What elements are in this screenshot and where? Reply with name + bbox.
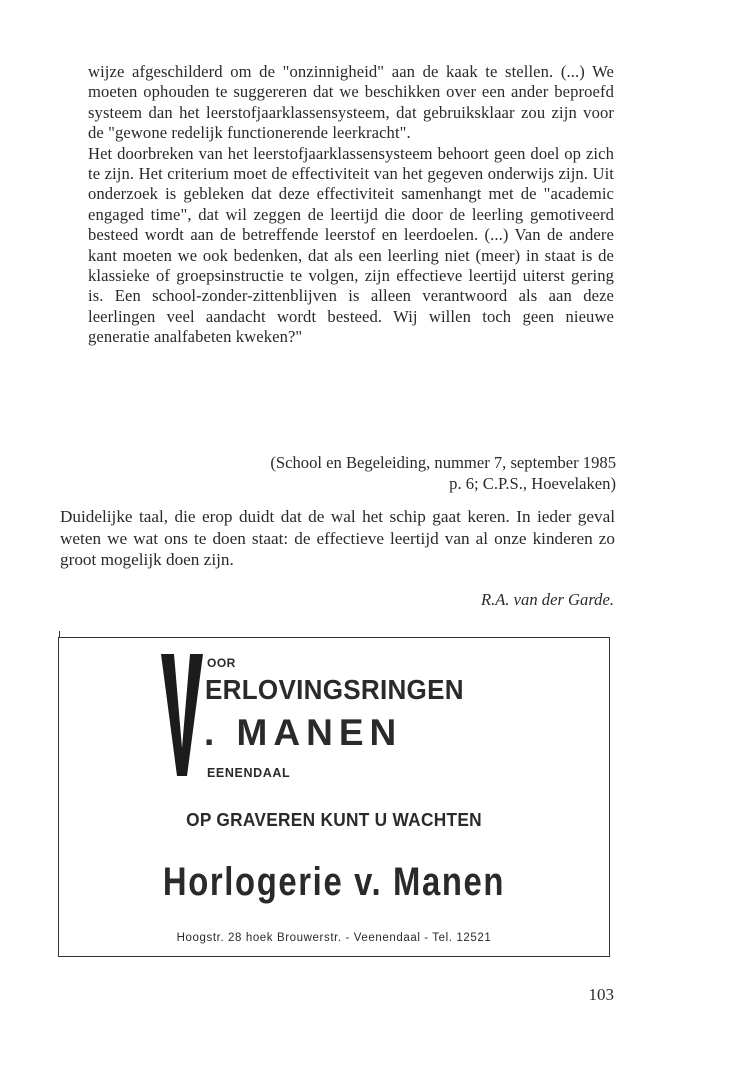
quoted-passage	[88, 62, 614, 348]
ad-lead-text: OOR	[207, 656, 236, 670]
ad-address: Hoogstr. 28 hoek Brouwerstr. - Veenendaal - Tel. 12521	[176, 932, 492, 944]
ad-shop-name: Horlogerie v. Manen	[162, 860, 506, 904]
author-signature: R.A. van der Garde.	[480, 590, 614, 609]
advertisement	[58, 637, 610, 957]
citation	[196, 452, 616, 494]
ad-slogan: OP GRAVEREN KUNT U WACHTEN	[186, 810, 482, 830]
ad-headline-rings: ERLOVINGSRINGEN	[205, 674, 464, 705]
big-letter-v-logo	[159, 652, 205, 778]
quote-paragraph-2: Het doorbreken van het leerstofjaarklassensysteem behoort geen doel op zich te zijn. Het criterium moet de effectiviteit van het gegeven onderwijs zijn. Uit onderzoek is gebleken dat deze effectiviteit samenhangt met de "academic engaged time", dat wil zeggen de leertijd die door de leerling gemotiveerd besteed wordt aan de betreffende leerstof en leerdoelen. (...) Van de andere kant moeten we ook bedenken, dat als een leerling niet (meer) in staat is de klassieke of groepsinstructie te volgen, zijn effectieve leertijd uiterst gering is. Een school-zonder-zittenblijven is alleen verantwoord als aan deze leerlingen veel aandacht wordt besteed. Wij willen toch geen nieuwe generatie analfabeten kweken?"	[88, 143, 614, 347]
ad-town: EENENDAAL	[207, 766, 291, 780]
citation-line-1: (School en Begeleiding, nummer 7, september 1985	[270, 453, 616, 472]
quote-paragraph-1: wijze afgeschilderd om de "onzinnigheid" aan de kaak te stellen. (...) We moeten ophouden te suggereren dat we beschikken over een ander beproefd systeem dan het leerstofjaarklassensysteem, dat gebruiksklaar zou zijn voor de "gewone redelijk functionerende leerkracht".	[88, 62, 614, 143]
ad-headline-name: . MANEN	[204, 712, 403, 753]
ad-corner-mark	[59, 631, 60, 637]
citation-line-2: p. 6; C.P.S., Hoevelaken)	[449, 474, 616, 493]
page-number: 103	[588, 985, 614, 1004]
closing-paragraph: Duidelijke taal, die erop duidt dat de wal het schip gaat keren. In ieder geval weten we wat ons te doen staat: de effectieve leertijd van al onze kinderen zo groot mogelijk doen zijn.	[60, 507, 615, 569]
